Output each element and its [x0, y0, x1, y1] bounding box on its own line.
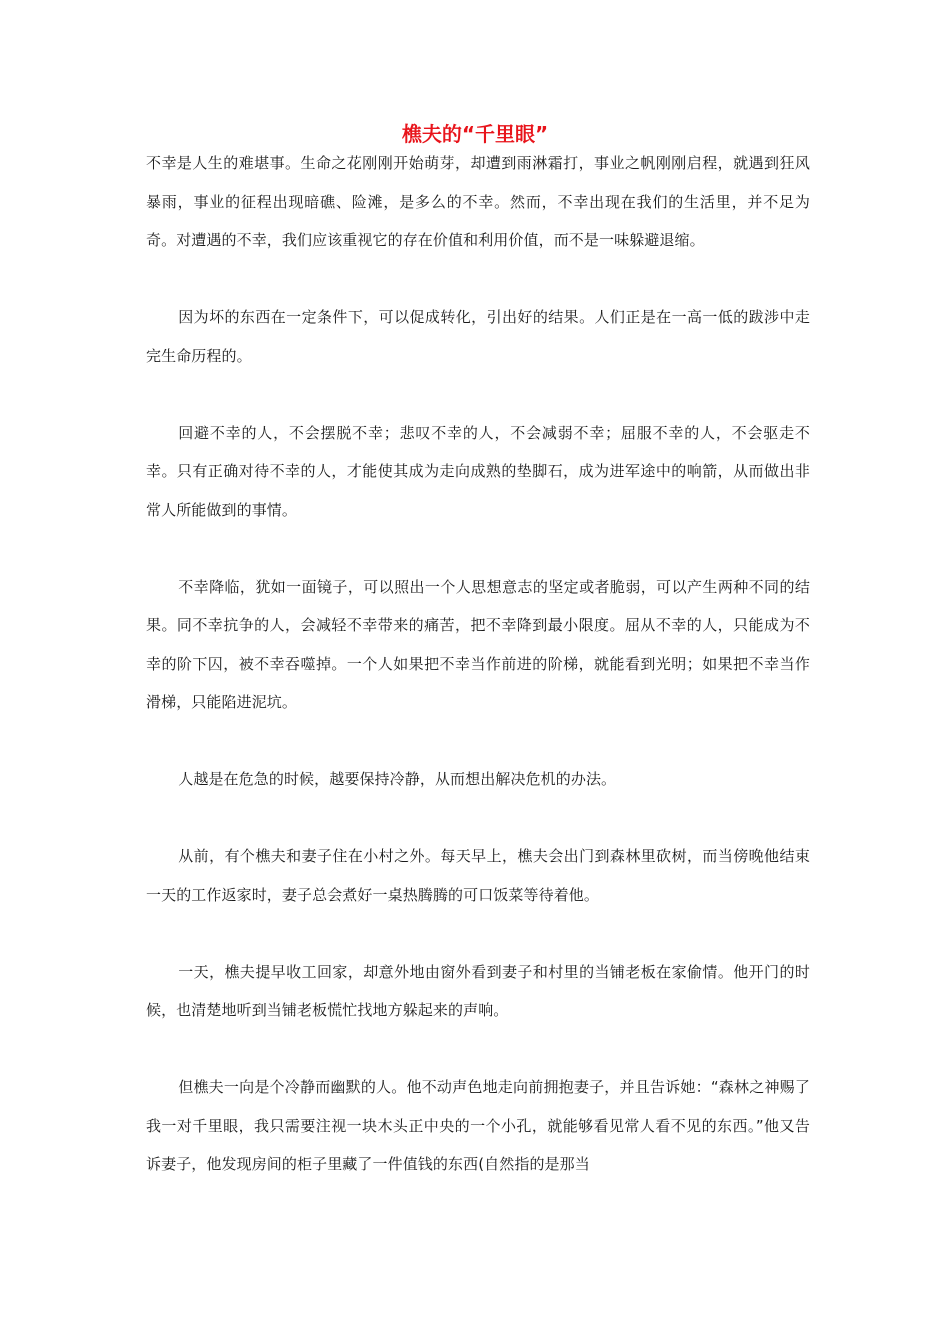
paragraph: 因为坏的东西在一定条件下，可以促成转化，引出好的结果。人们正是在一高一低的跋涉中走完生命历程的。: [146, 308, 810, 365]
paragraph: 从前，有个樵夫和妻子住在小村之外。每天早上，樵夫会出门到森林里砍树，而当傍晚他结束一天的工作返家时，妻子总会煮好一桌热腾腾的可口饭菜等待着他。: [146, 847, 810, 904]
paragraph: 一天，樵夫提早收工回家，却意外地由窗外看到妻子和村里的当铺老板在家偷情。他开门的时候，也清楚地听到当铺老板慌忙找地方躲起来的声响。: [146, 962, 810, 1019]
paragraph: 人越是在危急的时候，越要保持冷静，从而想出解决危机的办法。: [178, 770, 617, 788]
document-body: [146, 144, 810, 1222]
paragraph: 但樵夫一向是个冷静而幽默的人。他不动声色地走向前拥抱妻子，并且告诉她：“森林之神赐了我一对千里眼，我只需要注视一块木头正中央的一个小孔，就能够看见常人看不见的东西。”他又告诉妻子，他发现房间的柜子里藏了一件值钱的东西(自然指的是那当: [146, 1078, 810, 1173]
paragraph: 不幸是人生的难堪事。生命之花刚刚开始萌芽，却遭到雨淋霜打，事业之帆刚刚启程，就遇到狂风暴雨，事业的征程出现暗礁、险滩，是多么的不幸。然而，不幸出现在我们的生活里，并不足为奇。对遭遇的不幸，我们应该重视它的存在价值和利用价值，而不是一味躲避退缩。: [146, 154, 810, 249]
paragraph: 不幸降临，犹如一面镜子，可以照出一个人思想意志的坚定或者脆弱，可以产生两种不同的结果。同不幸抗争的人，会减轻不幸带来的痛苦，把不幸降到最小限度。屈从不幸的人，只能成为不幸的阶下囚，被不幸吞噬掉。一个人如果把不幸当作前进的阶梯，就能看到光明；如果把不幸当作滑梯，只能陷进泥坑。: [146, 577, 810, 711]
document-title: 樵夫的“千里眼”: [401, 122, 549, 146]
paragraph: 回避不幸的人，不会摆脱不幸；悲叹不幸的人，不会减弱不幸；屈服不幸的人，不会驱走不幸。只有正确对待不幸的人，才能使其成为走向成熟的垫脚石，成为进军途中的响箭，从而做出非常人所能做到的事情。: [146, 423, 810, 519]
